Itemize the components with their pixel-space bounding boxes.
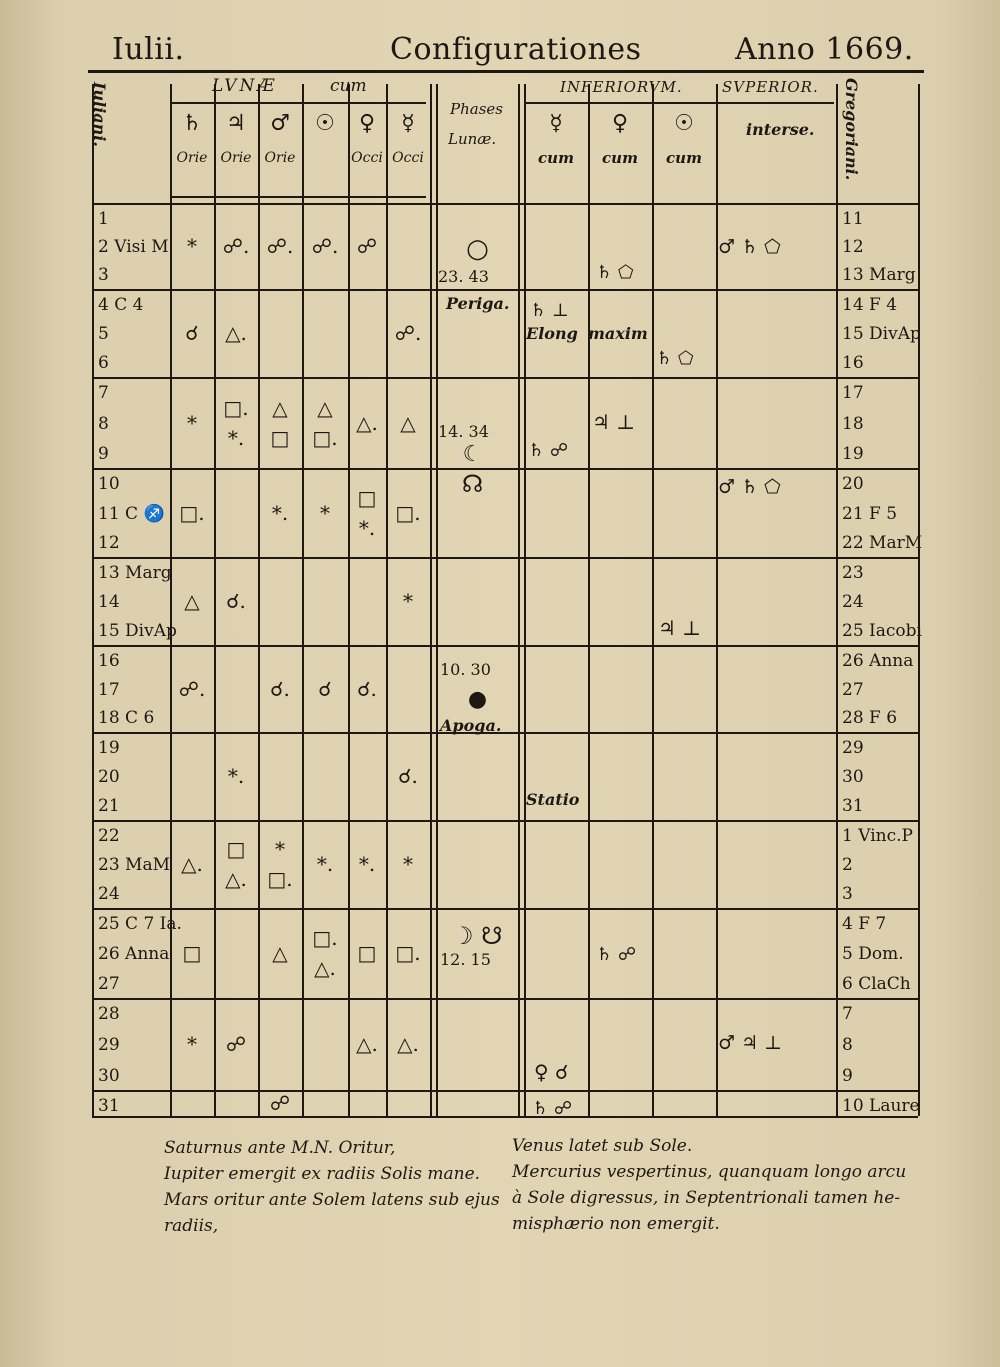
venus-entry-2: maxim <box>588 324 648 343</box>
julian-day: 20 <box>98 767 120 787</box>
superior-entry-3: ♂ ♃ ⊥ <box>718 1032 783 1054</box>
table-vline <box>588 84 590 1116</box>
lunae-subheader-rule <box>170 102 426 104</box>
lunar-aspect <box>258 1090 302 1116</box>
inferior-subheader-0: cum <box>538 149 574 167</box>
aspect-symbol: △. <box>356 410 378 435</box>
aspect-symbol: *. <box>227 764 245 788</box>
lunar-aspect <box>214 820 258 908</box>
gregorian-day: 31 <box>842 796 864 816</box>
julian-group <box>98 651 154 728</box>
aspect-symbol: * <box>187 234 197 258</box>
julian-group <box>98 1096 120 1116</box>
aspect-symbol: ☌. <box>226 589 246 613</box>
table-vline <box>436 84 438 1116</box>
lunar-aspect <box>258 908 302 998</box>
planet-subheader-2: Orie <box>264 150 296 166</box>
aspect-symbol: ☌. <box>270 676 290 701</box>
julian-day: 22 <box>98 826 120 846</box>
aspect-symbol: △. <box>225 321 247 345</box>
header-right: Anno 1669. <box>735 32 914 67</box>
mercury-statio-label: Statio <box>526 790 580 809</box>
mercury-entry-1: ♄ ⊥ <box>530 300 569 321</box>
table-vline <box>524 84 526 1116</box>
interse-label: interse. <box>746 120 815 139</box>
gregorian-day: 15 DivAp <box>842 324 921 344</box>
lunar-aspect <box>386 732 430 820</box>
julian-day: 8 <box>98 413 109 434</box>
aspect-symbol: *. <box>316 852 334 876</box>
venus-entry-4: ♄ ☍ <box>596 944 637 965</box>
gregorian-day: 30 <box>842 767 864 787</box>
phases-label-2: Lunæ. <box>448 130 497 148</box>
lunar-aspect <box>258 468 302 557</box>
lunar-aspect <box>348 377 386 468</box>
aspect-symbol: * <box>187 1032 197 1056</box>
sun-entry-1: ♄ ⬠ <box>656 348 694 369</box>
aspect-symbol: *. <box>271 500 289 525</box>
lunar-aspect <box>386 289 430 377</box>
gregorian-group <box>842 738 864 816</box>
lunar-aspect <box>214 557 258 645</box>
lunar-aspect <box>386 468 430 557</box>
lunar-aspect <box>386 557 430 645</box>
gregorian-group <box>842 295 921 373</box>
gregorian-group <box>842 383 864 464</box>
lunae-cum-label: cum <box>330 76 367 96</box>
aspect-symbol: ☍ <box>269 1091 291 1115</box>
aspect-symbol: △ <box>317 395 333 420</box>
julian-day: 6 <box>98 353 109 373</box>
table-hline <box>92 908 918 910</box>
planet-header-4: ♀ <box>358 110 376 136</box>
footer-left-line: Saturnus ante M.N. Oritur, <box>164 1138 396 1158</box>
lunar-aspect <box>302 908 348 998</box>
aspect-symbol: □ <box>357 485 377 510</box>
julian-day: 27 <box>98 974 120 994</box>
planet-subheader-0: Orie <box>176 150 208 166</box>
venus-entry-3: ♃ ⊥ <box>592 410 636 434</box>
aspect-symbol: ☌ <box>318 676 332 701</box>
header-left: Iulii. <box>112 32 185 67</box>
phase-last-quarter-time: 14. 34 <box>438 422 489 441</box>
aspect-symbol: *. <box>227 425 245 450</box>
gregorian-day: 5 Dom. <box>842 944 904 964</box>
gregorian-day: 19 <box>842 444 864 464</box>
planet-subheader-5: Occi <box>392 150 424 166</box>
table-vline <box>518 84 520 1116</box>
gregorian-day: 17 <box>842 383 864 403</box>
julian-day: 12 <box>98 533 120 553</box>
lunar-aspect <box>170 645 214 732</box>
footer-right-line: Mercurius vespertinus, quanquam longo arcu <box>512 1162 907 1182</box>
aspect-symbol: △. <box>181 852 203 876</box>
footer-right-line: Venus latet sub Sole. <box>512 1136 693 1156</box>
phase-full-moon-time: 23. 43 <box>438 267 489 286</box>
gregorian-day: 12 <box>842 237 864 257</box>
lunar-aspect <box>348 820 386 908</box>
julian-day: 2 Visi M <box>98 237 169 257</box>
julian-group <box>98 209 169 285</box>
gregorian-day: 8 <box>842 1035 853 1055</box>
julian-day: 31 <box>98 1096 120 1116</box>
julian-group <box>98 738 120 816</box>
table-vline <box>836 84 838 1116</box>
planet-header-5: ☿ <box>401 110 415 136</box>
aspect-symbol: △. <box>314 956 336 980</box>
lunar-aspect <box>170 820 214 908</box>
julian-group <box>98 1004 120 1086</box>
aspect-symbol: ☍. <box>178 676 206 701</box>
table-vline <box>430 84 432 1116</box>
gregorian-day: 20 <box>842 474 864 494</box>
gregorian-day: 7 <box>842 1004 853 1024</box>
header-rule <box>88 70 924 73</box>
julian-day: 15 DivAp <box>98 621 177 641</box>
inferior-subheader-1: cum <box>602 149 638 167</box>
julian-group <box>98 474 165 553</box>
aspect-symbol: ☍. <box>222 234 250 258</box>
aspect-symbol: ☍ <box>225 1032 247 1056</box>
lunar-aspect <box>258 377 302 468</box>
gregorian-group <box>842 651 913 728</box>
aspect-symbol: ☍. <box>394 321 422 345</box>
julian-day: 17 <box>98 679 120 700</box>
julian-day: 28 <box>98 1004 120 1024</box>
aspect-symbol: □. <box>223 395 249 420</box>
table-bottom-rule <box>92 1116 918 1118</box>
gregorian-day: 3 <box>842 884 853 904</box>
julian-day: 11 C ♐ <box>98 503 165 524</box>
planet-header-1: ♃ <box>226 110 246 136</box>
aspect-symbol: * <box>275 837 285 861</box>
aspect-symbol: △ <box>272 941 288 965</box>
lunar-aspect <box>214 732 258 820</box>
lunar-aspect <box>170 998 214 1090</box>
gregorian-group <box>842 1004 853 1086</box>
phase-apogee-label: Apoga. <box>440 716 502 735</box>
lunar-aspect <box>348 908 386 998</box>
aspect-symbol: * <box>320 500 330 525</box>
mercury-entry-2: ♄ ☍ <box>528 440 569 461</box>
julian-day: 4 C 4 <box>98 295 144 315</box>
gregorian-day: 23 <box>842 563 864 583</box>
superior-entry-1: ♂ ♄ ⬠ <box>718 236 781 258</box>
julian-day: 16 <box>98 651 120 671</box>
julian-column-label: Iuliani. <box>90 82 109 147</box>
gregorian-group <box>842 914 911 994</box>
aspect-symbol: □ <box>270 425 290 450</box>
gregorian-day: 16 <box>842 353 864 373</box>
planet-subheader-3 <box>302 146 348 170</box>
lunar-aspect <box>170 468 214 557</box>
julian-day: 26 Anna <box>98 944 170 964</box>
planet-subheader-4: Occi <box>351 150 383 166</box>
phase-last-quarter-symbol: ☾ <box>462 441 483 467</box>
phase-new-moon-time: 10. 30 <box>440 660 491 679</box>
aspect-symbol: △. <box>397 1032 419 1056</box>
julian-group <box>98 383 109 464</box>
julian-day: 30 <box>98 1066 120 1086</box>
julian-day: 14 <box>98 592 120 612</box>
mercury-entry-3: ♀ ☌ <box>534 1060 569 1084</box>
sun-entry-2: ♃ ⊥ <box>658 616 702 640</box>
lunar-aspect <box>348 468 386 557</box>
superior-label: SVPERIOR. <box>722 78 819 96</box>
gregorian-day: 2 <box>842 855 853 875</box>
lunar-aspect <box>214 998 258 1090</box>
gregorian-day: 13 Marg <box>842 265 916 285</box>
julian-day: 3 <box>98 265 109 285</box>
table-vline <box>92 84 94 1116</box>
phase-new-moon-symbol: ● <box>467 686 488 712</box>
table-vline <box>652 84 654 1116</box>
aspect-symbol: * <box>403 852 413 876</box>
lunar-aspect <box>348 645 386 732</box>
julian-group <box>98 563 177 641</box>
gregorian-day: 22 MarM <box>842 533 923 553</box>
lunar-aspect <box>348 998 386 1090</box>
gregorian-day: 10 Laure <box>842 1096 920 1116</box>
gregorian-group <box>842 563 922 641</box>
gregorian-day: 11 <box>842 209 864 229</box>
julian-group <box>98 826 170 904</box>
phase-perigee-label: Periga. <box>446 294 510 313</box>
lunar-aspect <box>302 645 348 732</box>
aspect-symbol: ☌ <box>185 321 199 345</box>
table-hline <box>92 468 918 470</box>
venus-entry-1: ♄ ⬠ <box>596 262 634 283</box>
lunar-aspect <box>302 377 348 468</box>
aspect-symbol: □. <box>395 500 421 525</box>
aspect-symbol: □ <box>226 837 246 861</box>
gregorian-group <box>842 474 922 553</box>
aspect-symbol: □. <box>179 500 205 525</box>
lunar-aspect <box>170 377 214 468</box>
lunar-aspect <box>348 203 386 289</box>
table-hline <box>92 645 918 647</box>
phase-node-symbol: ☊ <box>461 470 484 498</box>
lunar-aspect <box>302 820 348 908</box>
aspect-symbol: △. <box>225 867 247 891</box>
gregorian-day: 26 Anna <box>842 651 914 671</box>
lunae-group-label: LVNÆ <box>212 76 278 96</box>
julian-day: 19 <box>98 738 120 758</box>
phases-label-1: Phases <box>450 100 503 118</box>
superior-entry-2: ♂ ♄ ⬠ <box>718 476 781 498</box>
gregorian-day: 1 Vinc.P <box>842 826 913 846</box>
julian-day: 9 <box>98 444 109 464</box>
gregorian-day: 6 ClaCh <box>842 974 911 994</box>
lunar-aspect <box>214 289 258 377</box>
footer-left-line: Mars oritur ante Solem latens sub ejus <box>164 1190 500 1210</box>
julian-day: 21 <box>98 796 120 816</box>
aspect-symbol: □. <box>312 926 338 950</box>
footer-left-line: radiis, <box>164 1216 219 1236</box>
julian-day: 1 <box>98 209 109 229</box>
planet-header-3: ☉ <box>315 110 335 136</box>
aspect-symbol: ☌. <box>398 764 418 788</box>
footer-right-line: à Sole digressus, in Septentrionali tamen he- <box>512 1188 901 1208</box>
aspect-symbol: □. <box>312 425 338 450</box>
lunar-aspect <box>170 908 214 998</box>
aspect-symbol: *. <box>358 852 376 876</box>
mercury-entry-4: ♄ ☍ <box>532 1098 573 1119</box>
inferior-subheader-2: cum <box>666 149 702 167</box>
aspect-symbol: □ <box>357 941 377 965</box>
gregorian-column-label: Gregoriani. <box>842 78 861 181</box>
julian-day: 10 <box>98 474 120 494</box>
planet-header-0: ♄ <box>182 110 202 136</box>
lunar-aspect <box>214 203 258 289</box>
aspect-symbol: △ <box>184 589 200 613</box>
header-title: Configurationes <box>390 32 642 67</box>
gregorian-group <box>842 209 916 285</box>
lunar-aspect <box>386 908 430 998</box>
julian-day: 18 C 6 <box>98 708 155 728</box>
inferiorum-label: INFERIORVM. <box>560 78 683 96</box>
aspect-symbol: *. <box>358 515 376 540</box>
lunae-header-bottom <box>170 196 426 198</box>
gregorian-day: 25 Iacobi <box>842 621 922 641</box>
lunar-aspect <box>170 557 214 645</box>
aspect-symbol: △ <box>400 410 416 435</box>
aspect-symbol: * <box>187 410 197 435</box>
julian-day: 13 Marg <box>98 563 172 583</box>
lunar-aspect <box>258 203 302 289</box>
gregorian-group <box>842 1096 920 1116</box>
lunar-aspect <box>302 468 348 557</box>
julian-group <box>98 295 143 373</box>
gregorian-day: 21 F 5 <box>842 503 898 524</box>
lunar-aspect <box>214 377 258 468</box>
julian-day: 7 <box>98 383 109 403</box>
aspect-symbol: □. <box>267 867 293 891</box>
julian-day: 5 <box>98 324 109 344</box>
lunar-aspect <box>386 377 430 468</box>
lunar-aspect <box>386 820 430 908</box>
phase-first-quarter-symbol: ☽ ☋ <box>452 922 503 950</box>
planet-subheader-1: Orie <box>220 150 252 166</box>
julian-day: 23 MaM <box>98 855 170 875</box>
lunar-aspect <box>258 820 302 908</box>
phase-full-moon-symbol: ○ <box>466 234 489 264</box>
lunar-aspect <box>386 998 430 1090</box>
inferior-planet-header-2: ☉ <box>674 110 694 136</box>
gregorian-day: 29 <box>842 738 864 758</box>
aspect-symbol: ☌. <box>357 676 377 701</box>
aspect-symbol: □ <box>182 941 202 965</box>
aspect-symbol: △. <box>356 1032 378 1056</box>
planet-header-2: ♂ <box>270 110 290 136</box>
aspect-symbol: □. <box>395 941 421 965</box>
gregorian-day: 24 <box>842 592 864 612</box>
footer-left-line: Iupiter emergit ex radiis Solis mane. <box>164 1164 481 1184</box>
julian-day: 24 <box>98 884 120 904</box>
gregorian-day: 27 <box>842 679 864 700</box>
gregorian-day: 14 F 4 <box>842 295 898 315</box>
lunar-aspect <box>170 203 214 289</box>
julian-day: 25 C 7 Ia. <box>98 914 182 934</box>
gregorian-group <box>842 826 913 904</box>
inferior-planet-header-0: ☿ <box>549 110 563 136</box>
inferiorum-subheader-rule <box>524 102 834 104</box>
inferior-planet-header-1: ♀ <box>611 110 629 136</box>
table-hline <box>92 1090 918 1092</box>
lunar-aspect <box>302 203 348 289</box>
phase-first-quarter-time: 12. 15 <box>440 950 491 969</box>
lunar-aspect <box>258 645 302 732</box>
aspect-symbol: △ <box>272 395 288 420</box>
lunar-aspect <box>170 289 214 377</box>
gregorian-day: 18 <box>842 413 864 434</box>
footer-right-line: misphærio non emergit. <box>512 1214 720 1234</box>
gregorian-day: 4 F 7 <box>842 914 887 934</box>
mercury-entry-1b: Elong <box>526 324 578 343</box>
aspect-symbol: * <box>403 589 413 613</box>
aspect-symbol: ☍. <box>266 234 294 258</box>
gregorian-day: 28 F 6 <box>842 708 898 728</box>
aspect-symbol: ☍. <box>311 234 339 258</box>
julian-day: 29 <box>98 1035 120 1055</box>
aspect-symbol: ☍ <box>356 234 378 258</box>
gregorian-day: 9 <box>842 1066 853 1086</box>
